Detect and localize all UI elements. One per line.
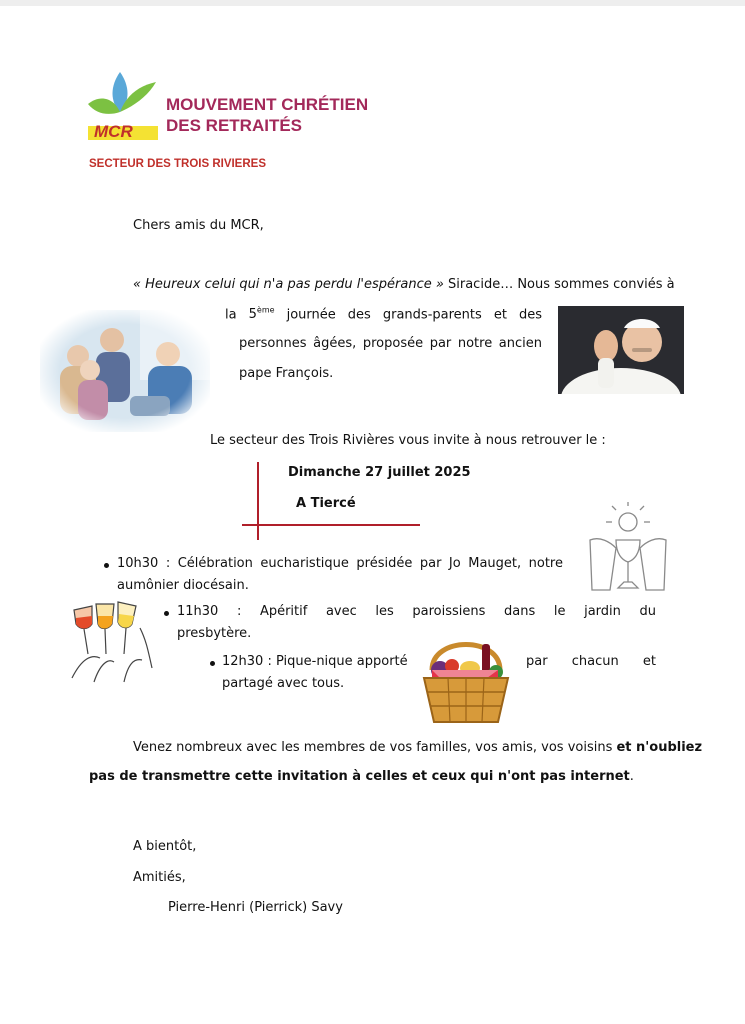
sign-off-amities: Amitiés, xyxy=(133,870,186,885)
mcr-logo xyxy=(86,66,166,146)
org-name-line1: MOUVEMENT CHRÉTIEN xyxy=(166,95,369,114)
invite-line: Le secteur des Trois Rivières vous invite à nous retrouver le : xyxy=(210,433,606,448)
intro-ordinal: 5 xyxy=(248,307,257,323)
schedule-item-2-line1 xyxy=(177,604,656,619)
schedule-item-2-line2: presbytère. xyxy=(177,626,252,641)
intro-ordinal-sup: ème xyxy=(256,306,275,315)
picnic-basket-illustration xyxy=(418,626,514,728)
closing-text: Venez nombreux avec les membres de vos familles, vos amis, vos voisins xyxy=(133,740,617,755)
intro-line-3: personnes âgées, proposée par notre ancien xyxy=(239,336,542,351)
eucharist-illustration xyxy=(582,502,674,596)
schedule-item-1-line1 xyxy=(117,556,563,571)
schedule-item-3-line1 xyxy=(222,654,408,669)
schedule-item-2-text: : Apéritif avec les paroissiens dans le jardin du xyxy=(218,604,656,619)
bullet-3 xyxy=(210,661,215,666)
intro-line-2 xyxy=(225,306,542,322)
quote-line xyxy=(133,277,675,292)
intro-line-4: pape François. xyxy=(239,366,334,381)
pope-photo xyxy=(558,306,684,394)
mcr-logo-letters: MCR xyxy=(94,122,133,141)
bullet-2 xyxy=(164,611,169,616)
schedule-item-3-line1-right: par chacun et xyxy=(526,654,656,669)
bullet-1 xyxy=(104,563,109,568)
schedule-item-2-time: 11h30 xyxy=(177,604,219,619)
closing-line-1 xyxy=(133,740,702,755)
intro-la: la xyxy=(225,307,237,323)
schedule-item-1-text: : Célébration eucharistique présidée par Jo Mauget, notre xyxy=(158,556,563,571)
sector-name: SECTEUR DES TROIS RIVIERES xyxy=(89,158,267,170)
schedule-item-1-time: 10h30 xyxy=(117,556,159,571)
elderly-group-photo xyxy=(40,310,210,432)
quote-source: Siracide… Nous sommes conviés à xyxy=(443,277,675,292)
quote-text: « Heureux celui qui n'a pas perdu l'espérance » xyxy=(133,277,444,292)
closing-emphasis: et n'oubliez xyxy=(616,740,703,755)
closing-emphasis-2: pas de transmettre cette invitation à celles et ceux qui n'ont pas internet xyxy=(89,769,630,784)
event-date: Dimanche 27 juillet 2025 xyxy=(288,465,471,480)
intro-rest: journée des grands-parents et des xyxy=(286,307,542,323)
schedule-item-1-line2: aumônier diocésain. xyxy=(117,578,249,593)
sign-off-bientot: A bientôt, xyxy=(133,839,197,854)
closing-period: . xyxy=(629,769,634,784)
signature: Pierre-Henri (Pierrick) Savy xyxy=(168,900,343,915)
top-strip xyxy=(0,0,745,6)
schedule-item-3-time: 12h30 xyxy=(222,654,264,669)
event-place: A Tiercé xyxy=(296,496,356,511)
schedule-item-3-text: : Pique-nique apporté xyxy=(263,654,408,669)
mcr-logo-mark xyxy=(86,66,166,146)
schedule-item-3-line2: partagé avec tous. xyxy=(222,676,345,691)
org-name-line2: DES RETRAITÉS xyxy=(166,116,303,135)
greeting: Chers amis du MCR, xyxy=(133,218,264,233)
closing-line-2 xyxy=(89,769,634,784)
wine-glasses-illustration xyxy=(68,598,158,686)
